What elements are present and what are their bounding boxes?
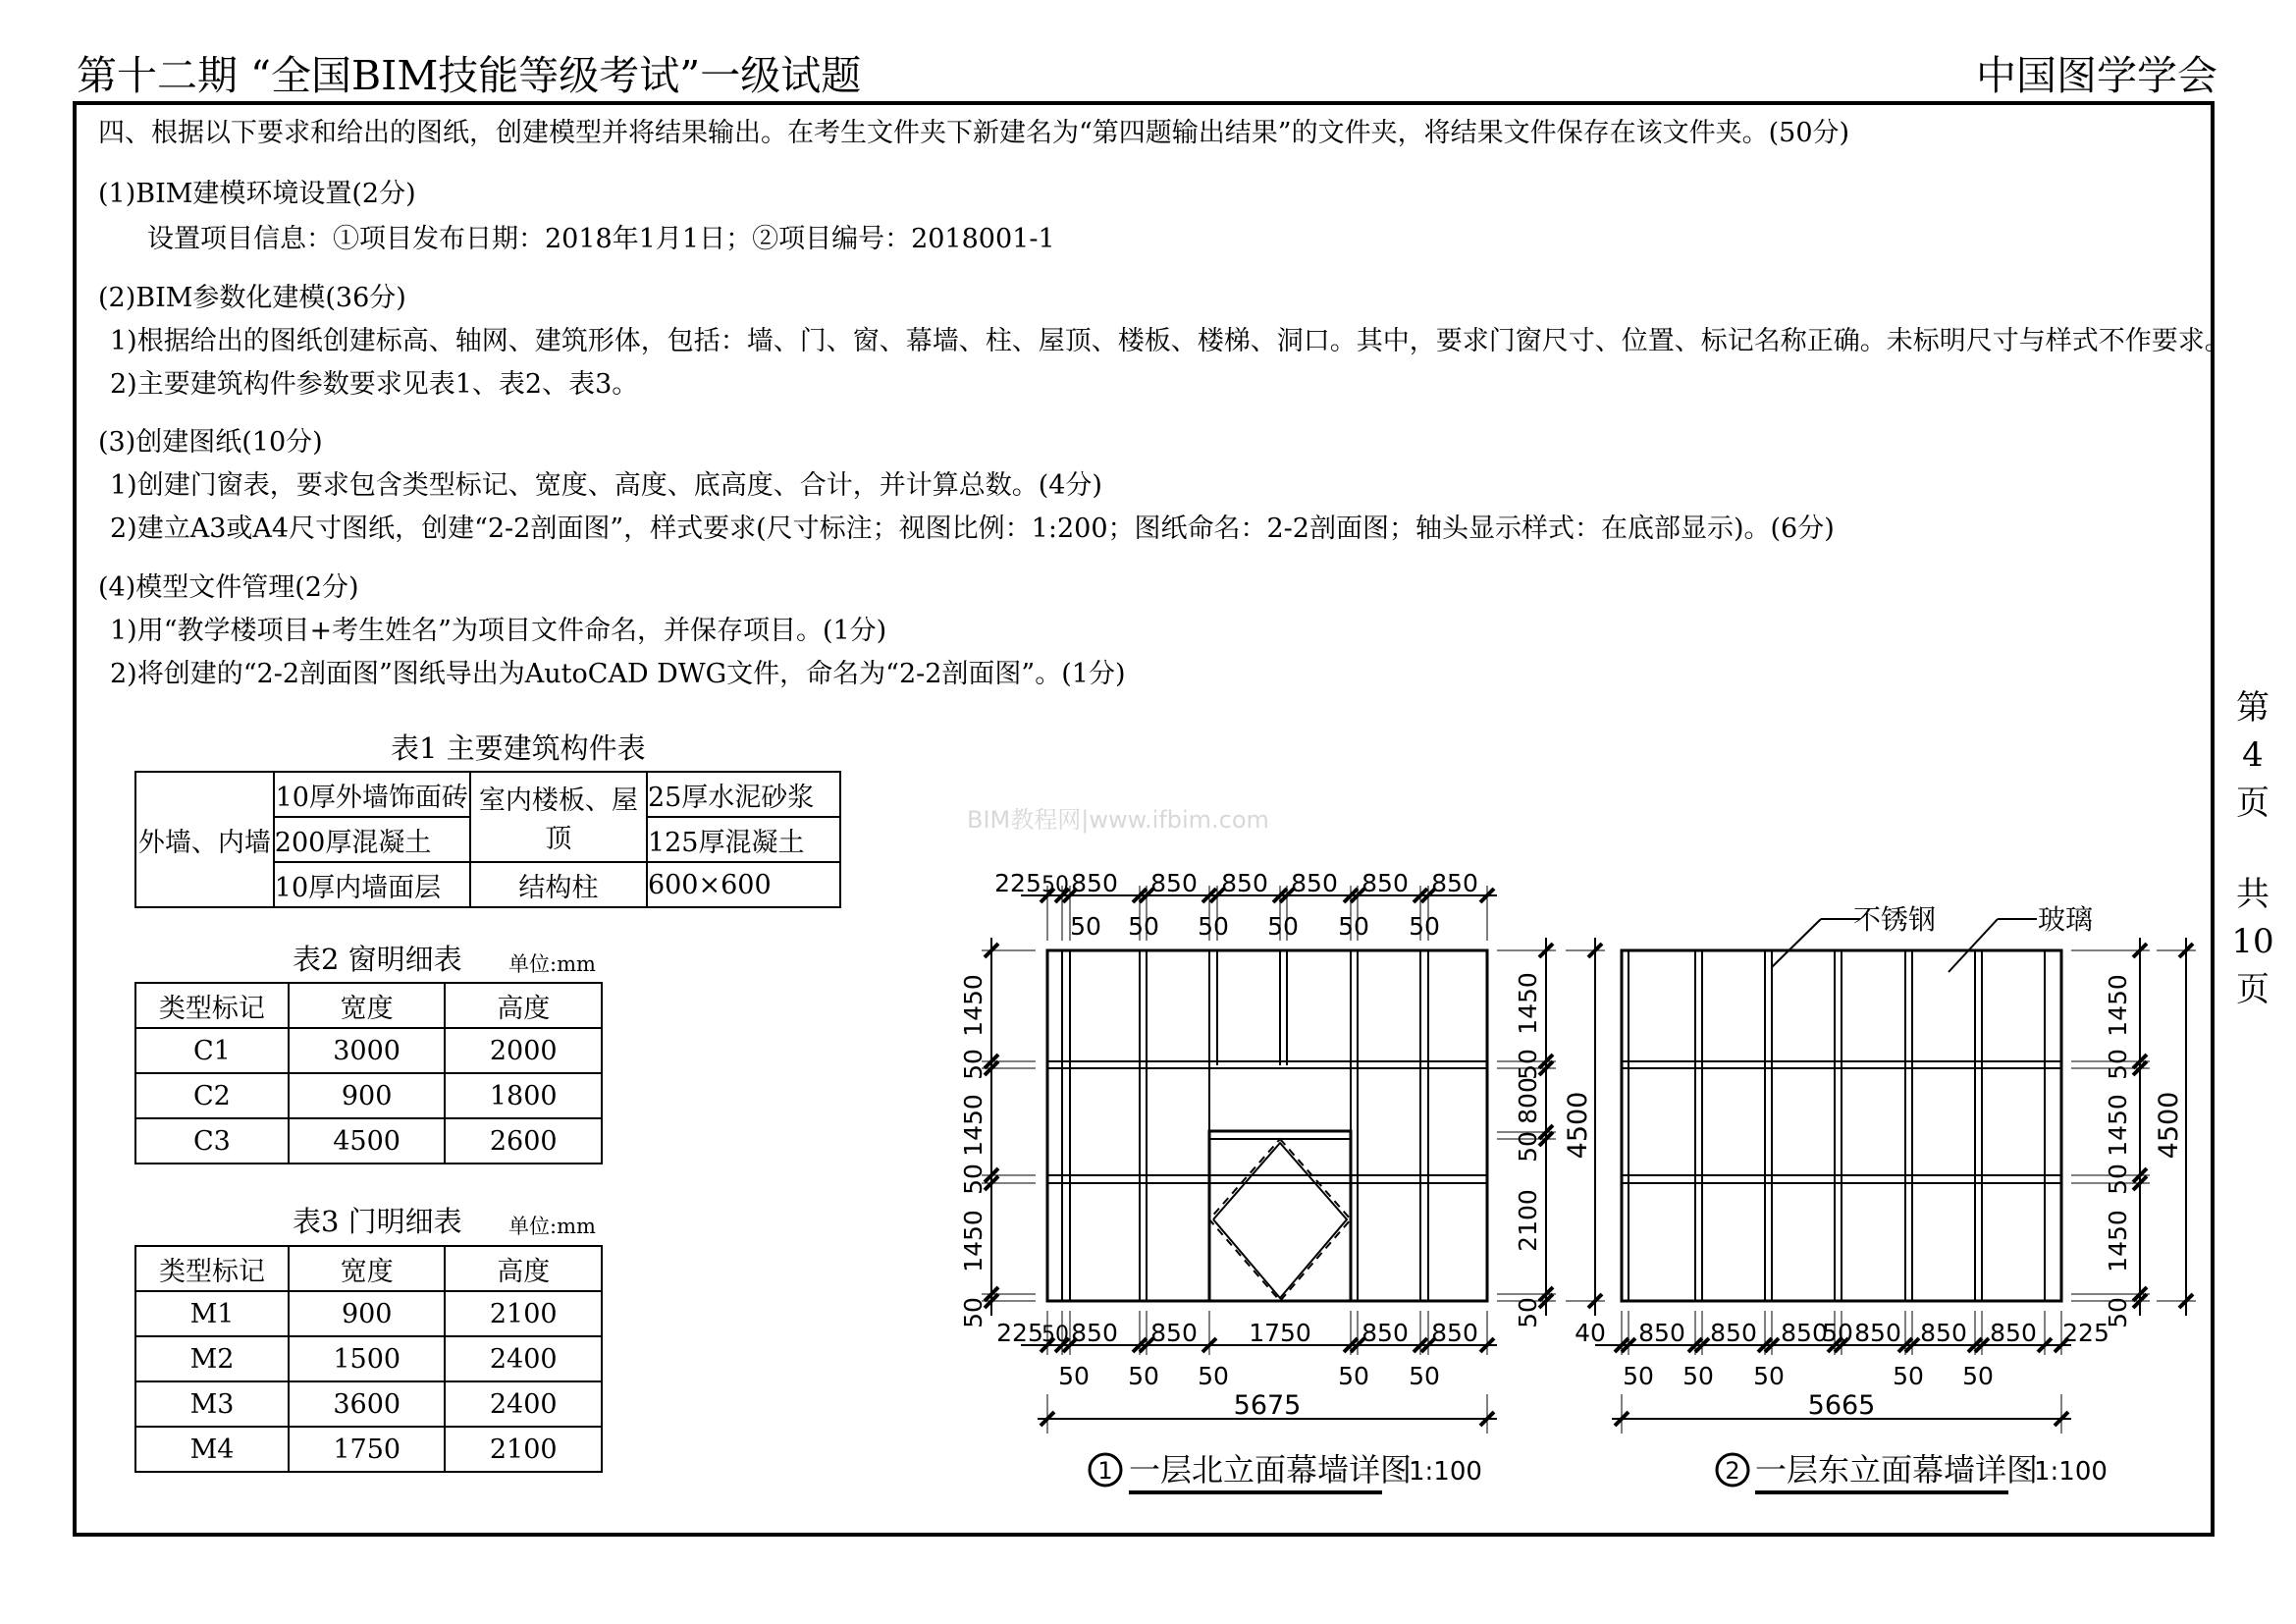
dimension-label: 50 bbox=[1041, 873, 1069, 897]
drawing-number: 2 bbox=[1725, 1457, 1740, 1485]
table2-cell: C1 bbox=[135, 1028, 289, 1073]
dimension-label: 2100 bbox=[1514, 1189, 1542, 1252]
section-3-heading: (3)创建图纸(10分) bbox=[98, 427, 323, 458]
page-gong: 共 bbox=[2236, 875, 2269, 914]
table2-cell: 4500 bbox=[289, 1118, 446, 1164]
section-1-line1: 设置项目信息：①项目发布日期：2018年1月1日；②项目编号：2018001-1 bbox=[147, 224, 1055, 254]
dimension-label: 50 bbox=[2104, 1297, 2132, 1328]
dimension-label: 50 bbox=[1198, 912, 1229, 941]
table3-cell: 2400 bbox=[445, 1336, 602, 1381]
header-org: 中国图学学会 bbox=[1976, 52, 2217, 99]
dimension-label: 50 bbox=[1753, 1362, 1785, 1390]
table1-cell: 室内楼板、屋顶 bbox=[470, 772, 647, 862]
dimension-label: 850 bbox=[1781, 1319, 1828, 1347]
dimension-label: 850 bbox=[1431, 1319, 1478, 1347]
dimension-label: 850 bbox=[1291, 869, 1338, 897]
drawing-title: 一层北立面幕墙详图 bbox=[1129, 1451, 1413, 1489]
dimension-label: 5665 bbox=[1807, 1390, 1876, 1421]
table2-caption: 表2 窗明细表 bbox=[293, 943, 462, 976]
table2-cell: 1800 bbox=[445, 1073, 602, 1118]
table3-header: 类型标记 bbox=[135, 1246, 289, 1291]
drawing-number: 1 bbox=[1097, 1457, 1113, 1485]
table1-cell: 10厚内墙面层 bbox=[274, 862, 470, 907]
dimension-label: 4500 bbox=[2154, 1091, 2184, 1160]
dimension-label: 50 bbox=[1822, 1319, 1853, 1347]
table3-cell: 1750 bbox=[289, 1427, 446, 1472]
table3-caption: 表3 门明细表 bbox=[293, 1205, 462, 1238]
dimension-label: 5675 bbox=[1233, 1390, 1302, 1421]
dimension-label: 50 bbox=[1338, 1362, 1369, 1390]
dimension-label: 50 bbox=[1682, 1362, 1714, 1390]
table2-cell: C2 bbox=[135, 1073, 289, 1118]
page-num: 4 bbox=[2242, 735, 2264, 775]
north-elevation-curtain-wall bbox=[959, 869, 1605, 1492]
material-label-steel: 不锈钢 bbox=[1852, 903, 1937, 936]
table2-cell: C3 bbox=[135, 1118, 289, 1164]
table2-cell: 3000 bbox=[289, 1028, 446, 1073]
section-2-line2: 2)主要建筑构件参数要求见表1、表2、表3。 bbox=[110, 369, 639, 400]
question-title: 四、根据以下要求和给出的图纸，创建模型并将结果输出。在考生文件夹下新建名为“第四题输出结果”的文件夹，将结果文件保存在该文件夹。(50分) bbox=[98, 118, 1850, 148]
section-4-line1: 1)用“教学楼项目+考生姓名”为项目文件命名，并保存项目。(1分) bbox=[110, 616, 887, 646]
dimension-label: 850 bbox=[1071, 869, 1118, 897]
table3-cell: 3600 bbox=[289, 1381, 446, 1427]
dimension-label: 850 bbox=[1362, 869, 1409, 897]
table2-header: 高度 bbox=[445, 983, 602, 1028]
dimension-label: 50 bbox=[1409, 1362, 1440, 1390]
section-1-heading: (1)BIM建模环境设置(2分) bbox=[98, 179, 416, 209]
dimension-label: 800 bbox=[1514, 1077, 1542, 1124]
section-2-heading: (2)BIM参数化建模(36分) bbox=[98, 283, 406, 313]
dimension-label: 40 bbox=[1575, 1319, 1606, 1347]
dimension-label: 850 bbox=[1990, 1319, 2037, 1347]
table2-unit: 单位:mm bbox=[508, 952, 596, 976]
dimension-label: 850 bbox=[1150, 869, 1198, 897]
drawing-title: 一层东立面幕墙详图 bbox=[1755, 1451, 2039, 1489]
section-2-line1: 1)根据给出的图纸创建标高、轴网、建筑形体，包括：墙、门、窗、幕墙、柱、屋顶、楼板、楼梯、洞口。其中，要求门窗尺寸、位置、标记名称正确。未标明尺寸与样式不作要求。 bbox=[110, 326, 2231, 356]
section-4-heading: (4)模型文件管理(2分) bbox=[98, 572, 359, 603]
table1-cell: 外墙、内墙 bbox=[135, 772, 274, 907]
table2-cell: 2600 bbox=[445, 1118, 602, 1164]
dimension-label: 1450 bbox=[959, 974, 988, 1037]
table2-cell: 2000 bbox=[445, 1028, 602, 1073]
page-ye: 页 bbox=[2236, 784, 2269, 823]
table3-cell: 900 bbox=[289, 1291, 446, 1336]
material-label-glass: 玻璃 bbox=[2037, 903, 2094, 936]
table3-header: 宽度 bbox=[289, 1246, 446, 1291]
dimension-label: 850 bbox=[1362, 1319, 1409, 1347]
dimension-label: 50 bbox=[1409, 912, 1440, 941]
table3-cell: M3 bbox=[135, 1381, 289, 1427]
dimension-label: 850 bbox=[1431, 869, 1478, 897]
dimension-label: 50 bbox=[1128, 912, 1159, 941]
table3-cell: M4 bbox=[135, 1427, 289, 1472]
dimension-label: 50 bbox=[1514, 1297, 1542, 1328]
dimension-label: 50 bbox=[2104, 1164, 2132, 1195]
dimension-label: 50 bbox=[959, 1049, 988, 1080]
dimension-label: 1450 bbox=[2104, 1094, 2132, 1157]
door-swing bbox=[1209, 1139, 1351, 1301]
dimension-label: 850 bbox=[1854, 1319, 1901, 1347]
dimension-label: 50 bbox=[1267, 912, 1299, 941]
table3-cell: 2100 bbox=[445, 1291, 602, 1336]
table2-header: 宽度 bbox=[289, 983, 446, 1028]
dimension-label: 50 bbox=[1962, 1362, 1994, 1390]
door-frame bbox=[1209, 1131, 1351, 1301]
table2-cell: 900 bbox=[289, 1073, 446, 1118]
dimension-label: 50 bbox=[1058, 1362, 1090, 1390]
dimension-label: 850 bbox=[1920, 1319, 1967, 1347]
dimension-label: 50 bbox=[1070, 912, 1101, 941]
dimension-label: 50 bbox=[2104, 1049, 2132, 1080]
leader-line bbox=[1949, 919, 1998, 972]
dimension-label: 1450 bbox=[2104, 1210, 2132, 1272]
dimension-label: 1450 bbox=[1514, 972, 1542, 1035]
dimension-label: 850 bbox=[1150, 1319, 1198, 1347]
table1-cell: 25厚水泥砂浆 bbox=[647, 772, 840, 817]
door-panel bbox=[1213, 1143, 1347, 1298]
dimension-label: 50 bbox=[1893, 1362, 1924, 1390]
leader-line bbox=[1772, 919, 1821, 967]
dimension-label: 1450 bbox=[959, 1094, 988, 1157]
dimension-label: 850 bbox=[1221, 869, 1268, 897]
table1-cell: 200厚混凝土 bbox=[274, 817, 470, 862]
dimension-label: 50 bbox=[1128, 1362, 1159, 1390]
dimension-label: 50 bbox=[1198, 1362, 1229, 1390]
dimension-label: 50 bbox=[959, 1164, 988, 1195]
table3-header: 高度 bbox=[445, 1246, 602, 1291]
section-3-line2: 2)建立A3或A4尺寸图纸，创建“2-2剖面图”，样式要求(尺寸标注；视图比例：1:200；图纸命名：2-2剖面图；轴头显示样式：在底部显示)。(6分) bbox=[110, 514, 1835, 544]
table2-header: 类型标记 bbox=[135, 983, 289, 1028]
table3-cell: 2100 bbox=[445, 1427, 602, 1472]
table3-cell: M2 bbox=[135, 1336, 289, 1381]
dimension-label: 850 bbox=[1638, 1319, 1685, 1347]
dimension-label: 50 bbox=[1514, 1131, 1542, 1163]
table3-cell: M1 bbox=[135, 1291, 289, 1336]
table1-cell: 125厚混凝土 bbox=[647, 817, 840, 862]
table1-cell: 600×600 bbox=[647, 862, 840, 907]
table1-cell: 10厚外墙饰面砖 bbox=[274, 772, 470, 817]
section-4-line2: 2)将创建的“2-2剖面图”图纸导出为AutoCAD DWG文件，命名为“2-2剖面图”。(1分) bbox=[110, 659, 1126, 689]
watermark: BIM教程网|www.ifbim.com bbox=[967, 806, 1269, 834]
dimension-label: 4500 bbox=[1563, 1091, 1593, 1160]
dimension-label: 850 bbox=[1710, 1319, 1757, 1347]
page-total: 10 bbox=[2231, 922, 2274, 961]
table3-cell: 2400 bbox=[445, 1381, 602, 1427]
page-di: 第 bbox=[2236, 688, 2269, 728]
dimension-label: 50 bbox=[1514, 1049, 1542, 1080]
dimension-label: 225 bbox=[2062, 1319, 2109, 1347]
dimension-label: 225 bbox=[994, 869, 1041, 897]
table3-unit: 单位:mm bbox=[508, 1215, 596, 1238]
table1-cell: 结构柱 bbox=[470, 862, 647, 907]
dimension-label: 225 bbox=[996, 1319, 1043, 1347]
table3-cell: 1500 bbox=[289, 1336, 446, 1381]
section-3-line1: 1)创建门窗表，要求包含类型标记、宽度、高度、底高度、合计，并计算总数。(4分) bbox=[110, 470, 1102, 501]
dimension-label: 1450 bbox=[959, 1210, 988, 1272]
header-title: 第十二期 “全国BIM技能等级考试”一级试题 bbox=[77, 52, 862, 99]
dimension-label: 1750 bbox=[1249, 1319, 1311, 1347]
dimension-label: 50 bbox=[959, 1297, 988, 1328]
drawing-scale: 1:100 bbox=[2034, 1457, 2108, 1487]
dimension-label: 50 bbox=[1623, 1362, 1654, 1390]
dimension-label: 850 bbox=[1071, 1319, 1118, 1347]
dimension-label: 50 bbox=[1041, 1323, 1069, 1347]
dimension-label: 50 bbox=[1338, 912, 1369, 941]
page-ye2: 页 bbox=[2236, 970, 2269, 1009]
dimension-label: 1450 bbox=[2104, 974, 2132, 1037]
table1-caption: 表1 主要建筑构件表 bbox=[391, 731, 646, 765]
east-elevation-curtain-wall bbox=[1546, 903, 2196, 1492]
drawing-scale: 1:100 bbox=[1409, 1457, 1482, 1487]
